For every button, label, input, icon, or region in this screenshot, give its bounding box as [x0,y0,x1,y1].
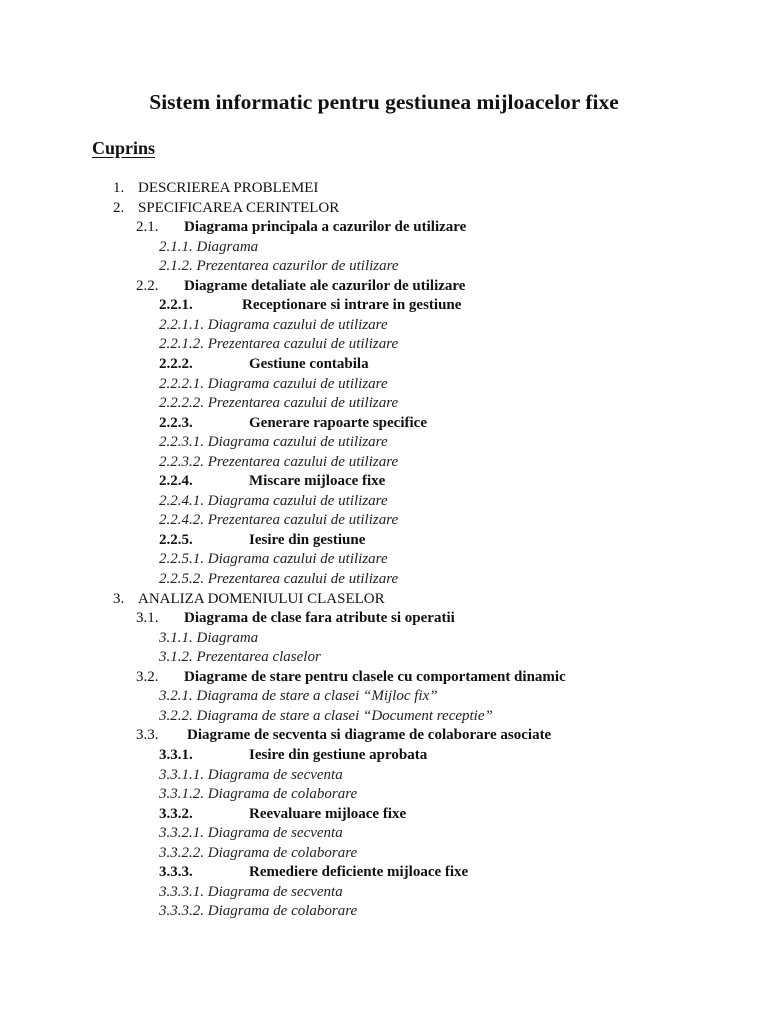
toc-entry-text: 2.2.4.1. Diagrama cazului de utilizare [159,492,388,509]
toc-entry-text: 2.2.1.2. Prezentarea cazului de utilizare [159,336,399,353]
toc-entry-text: 2.2.3.1. Diagrama cazului de utilizare [159,434,388,451]
toc-entry-number: 2.2.2. [159,355,193,372]
document-title: Sistem informatic pentru gestiunea mijloacelor fixe [149,90,619,114]
toc-entry-text: 2.2.2.2. Prezentarea cazului de utilizare [159,395,399,412]
toc-entry-number: 2.2.1. [159,297,193,314]
toc-entry-number: 3. [113,590,125,607]
toc-entry-text: Miscare mijloace fixe [249,473,386,490]
toc-entry-text: 2.2.4.2. Prezentarea cazului de utilizare [159,512,399,529]
toc-entry-text: ANALIZA DOMENIULUI CLASELOR [138,590,385,607]
toc-entry-text: 3.1.1. Diagrama [159,629,259,646]
toc-entry-text: Diagrame de secventa si diagrame de colaborare asociate [187,727,552,744]
toc-entry-number: 3.3. [136,727,159,744]
toc-entry-text: Reevaluare mijloace fixe [249,805,407,822]
toc-entry-text: Remediere deficiente mijloace fixe [249,864,469,881]
toc-entry-text: 3.2.2. Diagrama de stare a clasei “Document receptie” [159,707,493,724]
toc-entry-text: Diagrama de clase fara atribute si operatii [184,610,455,627]
toc-entry-text: 2.1.1. Diagrama [159,238,259,255]
toc-entry-text: Diagrama principala a cazurilor de utilizare [184,219,467,236]
toc-entry-number: 3.2. [136,668,159,685]
toc-entry-text: Gestiune contabila [249,355,369,372]
toc-entry-text: 3.3.3.1. Diagrama de secventa [159,883,343,900]
toc-entry-number: 3.1. [136,610,159,627]
toc-entry-number: 2.2.4. [159,473,193,490]
toc-entry-text: SPECIFICAREA CERINTELOR [138,199,340,216]
toc-entry-text: Iesire din gestiune aprobata [249,746,428,763]
toc-entry-text: 2.2.5.1. Diagrama cazului de utilizare [159,551,388,568]
toc-entry-number: 2.2.3. [159,414,193,431]
toc-entry-text: 2.2.3.2. Prezentarea cazului de utilizare [159,453,399,470]
toc-entry-text: 2.2.1.1. Diagrama cazului de utilizare [159,316,388,333]
toc-entry-text: 3.2.1. Diagrama de stare a clasei “Mijloc fix” [159,688,438,705]
toc-entry-text: Receptionare si intrare in gestiune [242,297,462,314]
toc-entry-text: 3.3.3.2. Diagrama de colaborare [159,903,358,920]
toc-entry-text: 3.3.1.1. Diagrama de secventa [159,766,343,783]
toc-entry-text: 3.3.1.2. Diagrama de colaborare [159,786,358,803]
toc-entry-text: 3.1.2. Prezentarea claselor [159,649,321,666]
toc-entry-text: 2.1.2. Prezentarea cazurilor de utilizare [159,258,399,275]
toc-entry-text: 2.2.2.1. Diagrama cazului de utilizare [159,375,388,392]
toc-entry-text: DESCRIEREA PROBLEMEI [138,180,319,196]
toc-entry-text: 2.2.5.2. Prezentarea cazului de utilizare [159,571,399,587]
toc-entry-number: 2.2.5. [159,531,193,548]
toc-entry-text: Diagrame de stare pentru clasele cu comportament dinamic [184,668,566,685]
toc-entry-number: 3.3.2. [159,805,193,822]
toc-entry-text: 3.3.2.2. Diagrama de colaborare [159,844,358,861]
toc-entry-number: 2.2. [136,277,159,294]
toc-entry-text: Generare rapoarte specifice [249,414,427,431]
toc-entry-number: 2. [113,199,125,216]
toc-entry-text: Diagrame detaliate ale cazurilor de utilizare [184,277,466,294]
toc-entry-number: 2.1. [136,219,159,236]
toc-heading: Cuprins [92,138,156,158]
toc-entry-number: 3.3.3. [159,864,193,881]
toc-entry-number: 1. [113,180,125,196]
toc-entry-number: 3.3.1. [159,746,193,763]
toc-entry-text: Iesire din gestiune [249,531,366,548]
toc-entry-text: 3.3.2.1. Diagrama de secventa [159,825,343,842]
